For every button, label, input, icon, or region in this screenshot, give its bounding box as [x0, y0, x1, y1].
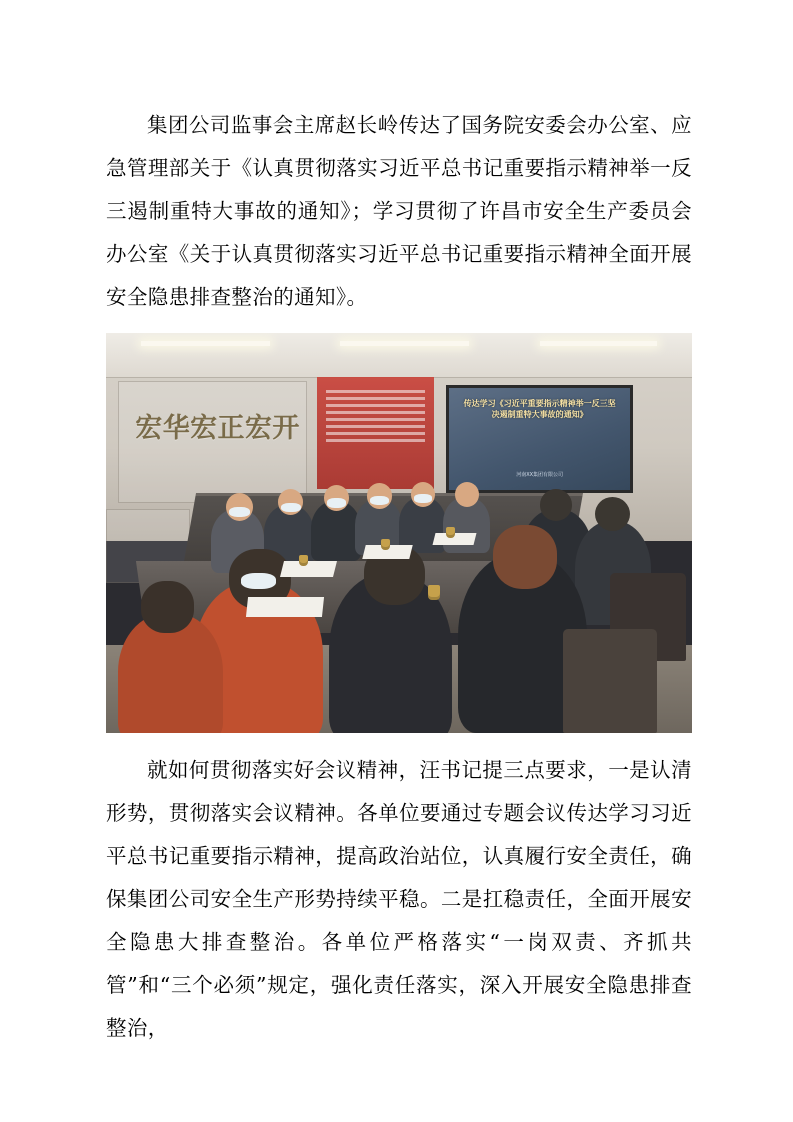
face-mask [370, 496, 389, 505]
attendee-head [540, 489, 573, 521]
tea-cup [428, 585, 440, 600]
paragraph-1: 集团公司监事会主席赵长岭传达了国务院安委会办公室、应急管理部关于《认真贯彻落实习近平总书记重要指示精神举一反三遏制重特大事故的通知》；学习贯彻了许昌市安全生产委员会办公室《关于认真贯彻落实习近平总书记重要指示精神全面开展安全隐患排查整治的通知》。 [106, 113, 692, 309]
attendee-head [455, 482, 479, 507]
tea-cup [446, 527, 455, 538]
face-mask [414, 494, 432, 503]
document-paper [246, 597, 324, 617]
calligraphy-char: 宏 [244, 412, 272, 444]
wall-calligraphy [135, 393, 299, 457]
document-paper [280, 561, 337, 577]
face-mask [229, 507, 250, 517]
tea-cup [299, 555, 308, 566]
screen-title-text: 传达学习《习近平重要指示精神举一反三坚决遏制重特大事故的通知》 [463, 399, 616, 420]
ceiling-light-icon [540, 341, 657, 346]
face-mask [281, 503, 301, 513]
document-body [106, 104, 692, 1050]
meeting-photo [106, 333, 692, 733]
calligraphy-char: 宏 [190, 412, 218, 444]
calligraphy-char: 宏 [135, 412, 163, 444]
attendee-head [141, 581, 194, 633]
photo-ceiling [106, 333, 692, 378]
ceiling-light-icon [141, 341, 270, 346]
ceiling-light-icon [340, 341, 469, 346]
projection-screen [446, 385, 634, 493]
face-mask [241, 573, 276, 589]
chair [563, 629, 657, 733]
paragraph-2: 就如何贯彻落实好会议精神，汪书记提三点要求，一是认清形势，贯彻落实会议精神。各单位要通过专题会议传达学习习近平总书记重要指示精神，提高政治站位，认真履行安全责任，确保集团公司安全生产形势持续平稳。二是扛稳责任，全面开展安全隐患大排查整治。各单位严格落实“一岗双责、齐抓共管”和“三个必须”规定，强化责任落实，深入开展安全隐患排查整治， [106, 758, 692, 1040]
calligraphy-char: 开 [272, 412, 300, 444]
attendee-head [493, 525, 557, 589]
banner-text-lines [326, 390, 424, 446]
calligraphy-char: 华 [162, 412, 190, 444]
tea-cup [381, 539, 390, 550]
calligraphy-char: 正 [217, 412, 245, 444]
screen-subtitle-text: 河南XX集团有限公司 [516, 471, 564, 478]
face-mask [327, 498, 346, 508]
red-banner [317, 377, 434, 489]
